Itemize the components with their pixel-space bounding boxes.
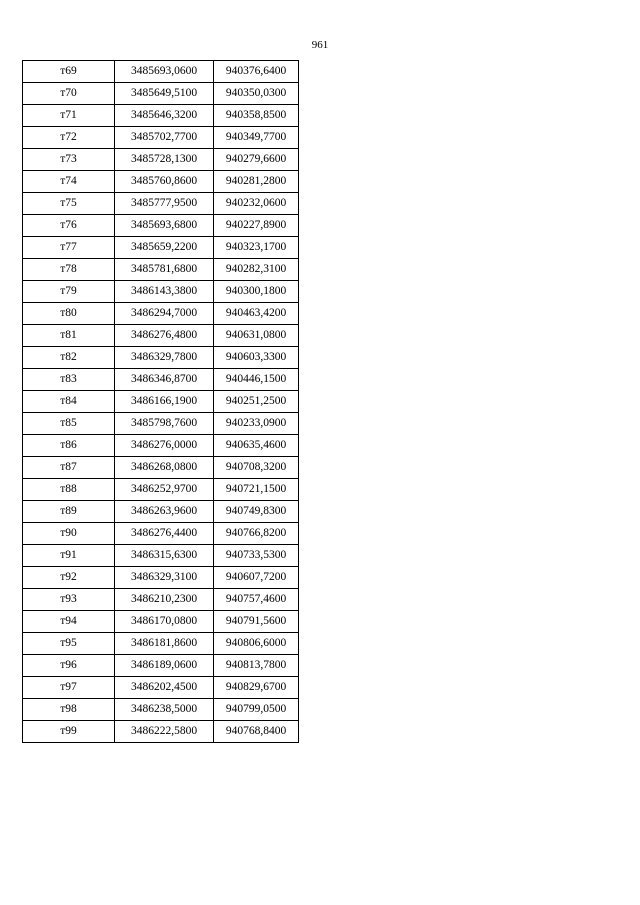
point-id-cell: т93	[23, 589, 115, 611]
y-coordinate-cell: 940607,7200	[214, 567, 299, 589]
point-id-cell: т86	[23, 435, 115, 457]
point-id-cell: т96	[23, 655, 115, 677]
x-coordinate-cell: 3486315,6300	[115, 545, 214, 567]
point-id-cell: т99	[23, 721, 115, 743]
x-coordinate-cell: 3486189,0600	[115, 655, 214, 677]
coordinates-table-body	[23, 61, 299, 743]
y-coordinate-cell: 940749,8300	[214, 501, 299, 523]
x-coordinate-cell: 3485693,6800	[115, 215, 214, 237]
point-id-cell: т80	[23, 303, 115, 325]
point-id-cell: т89	[23, 501, 115, 523]
y-coordinate-cell: 940358,8500	[214, 105, 299, 127]
point-id-cell: т91	[23, 545, 115, 567]
table-row	[23, 655, 299, 677]
y-coordinate-cell: 940799,0500	[214, 699, 299, 721]
table-row	[23, 303, 299, 325]
table-row	[23, 259, 299, 281]
point-id-cell: т73	[23, 149, 115, 171]
table-row	[23, 501, 299, 523]
x-coordinate-cell: 3486143,3800	[115, 281, 214, 303]
y-coordinate-cell: 940282,3100	[214, 259, 299, 281]
coordinates-table	[22, 60, 299, 743]
point-id-cell: т84	[23, 391, 115, 413]
point-id-cell: т97	[23, 677, 115, 699]
y-coordinate-cell: 940757,4600	[214, 589, 299, 611]
y-coordinate-cell: 940281,2800	[214, 171, 299, 193]
x-coordinate-cell: 3485760,8600	[115, 171, 214, 193]
y-coordinate-cell: 940323,1700	[214, 237, 299, 259]
table-row	[23, 237, 299, 259]
x-coordinate-cell: 3485659,2200	[115, 237, 214, 259]
table-row	[23, 567, 299, 589]
table-row	[23, 149, 299, 171]
y-coordinate-cell: 940768,8400	[214, 721, 299, 743]
x-coordinate-cell: 3485798,7600	[115, 413, 214, 435]
y-coordinate-cell: 940227,8900	[214, 215, 299, 237]
y-coordinate-cell: 940813,7800	[214, 655, 299, 677]
y-coordinate-cell: 940806,6000	[214, 633, 299, 655]
x-coordinate-cell: 3486202,4500	[115, 677, 214, 699]
x-coordinate-cell: 3485728,1300	[115, 149, 214, 171]
page-number: 961	[311, 39, 329, 51]
x-coordinate-cell: 3486276,0000	[115, 435, 214, 457]
x-coordinate-cell: 3486276,4400	[115, 523, 214, 545]
x-coordinate-cell: 3485646,3200	[115, 105, 214, 127]
x-coordinate-cell: 3486222,5800	[115, 721, 214, 743]
x-coordinate-cell: 3485649,5100	[115, 83, 214, 105]
table-row	[23, 369, 299, 391]
y-coordinate-cell: 940635,4600	[214, 435, 299, 457]
point-id-cell: т76	[23, 215, 115, 237]
y-coordinate-cell: 940279,6600	[214, 149, 299, 171]
table-row	[23, 699, 299, 721]
x-coordinate-cell: 3486268,0800	[115, 457, 214, 479]
y-coordinate-cell: 940733,5300	[214, 545, 299, 567]
point-id-cell: т74	[23, 171, 115, 193]
point-id-cell: т69	[23, 61, 115, 83]
point-id-cell: т79	[23, 281, 115, 303]
point-id-cell: т88	[23, 479, 115, 501]
y-coordinate-cell: 940631,0800	[214, 325, 299, 347]
point-id-cell: т95	[23, 633, 115, 655]
table-row	[23, 171, 299, 193]
x-coordinate-cell: 3485781,6800	[115, 259, 214, 281]
x-coordinate-cell: 3486238,5000	[115, 699, 214, 721]
table-row	[23, 611, 299, 633]
table-row	[23, 391, 299, 413]
table-row	[23, 677, 299, 699]
y-coordinate-cell: 940251,2500	[214, 391, 299, 413]
table-row	[23, 721, 299, 743]
x-coordinate-cell: 3486170,0800	[115, 611, 214, 633]
x-coordinate-cell: 3486166,1900	[115, 391, 214, 413]
table-row	[23, 281, 299, 303]
table-row	[23, 193, 299, 215]
y-coordinate-cell: 940232,0600	[214, 193, 299, 215]
point-id-cell: т70	[23, 83, 115, 105]
point-id-cell: т85	[23, 413, 115, 435]
point-id-cell: т98	[23, 699, 115, 721]
table-row	[23, 413, 299, 435]
table-row	[23, 633, 299, 655]
table-row	[23, 435, 299, 457]
x-coordinate-cell: 3486263,9600	[115, 501, 214, 523]
point-id-cell: т92	[23, 567, 115, 589]
x-coordinate-cell: 3485702,7700	[115, 127, 214, 149]
table-row	[23, 127, 299, 149]
point-id-cell: т75	[23, 193, 115, 215]
x-coordinate-cell: 3486252,9700	[115, 479, 214, 501]
x-coordinate-cell: 3486294,7000	[115, 303, 214, 325]
x-coordinate-cell: 3486346,8700	[115, 369, 214, 391]
y-coordinate-cell: 940603,3300	[214, 347, 299, 369]
x-coordinate-cell: 3486329,7800	[115, 347, 214, 369]
y-coordinate-cell: 940721,1500	[214, 479, 299, 501]
point-id-cell: т82	[23, 347, 115, 369]
table-row	[23, 457, 299, 479]
table-row	[23, 325, 299, 347]
table-row	[23, 545, 299, 567]
y-coordinate-cell: 940791,5600	[214, 611, 299, 633]
y-coordinate-cell: 940463,4200	[214, 303, 299, 325]
table-row	[23, 61, 299, 83]
x-coordinate-cell: 3485693,0600	[115, 61, 214, 83]
table-row	[23, 105, 299, 127]
point-id-cell: т78	[23, 259, 115, 281]
table-row	[23, 215, 299, 237]
point-id-cell: т81	[23, 325, 115, 347]
x-coordinate-cell: 3486329,3100	[115, 567, 214, 589]
point-id-cell: т77	[23, 237, 115, 259]
y-coordinate-cell: 940349,7700	[214, 127, 299, 149]
y-coordinate-cell: 940766,8200	[214, 523, 299, 545]
table-row	[23, 83, 299, 105]
x-coordinate-cell: 3486181,8600	[115, 633, 214, 655]
x-coordinate-cell: 3486276,4800	[115, 325, 214, 347]
table-row	[23, 589, 299, 611]
y-coordinate-cell: 940233,0900	[214, 413, 299, 435]
y-coordinate-cell: 940376,6400	[214, 61, 299, 83]
y-coordinate-cell: 940300,1800	[214, 281, 299, 303]
point-id-cell: т94	[23, 611, 115, 633]
y-coordinate-cell: 940446,1500	[214, 369, 299, 391]
point-id-cell: т87	[23, 457, 115, 479]
point-id-cell: т90	[23, 523, 115, 545]
y-coordinate-cell: 940350,0300	[214, 83, 299, 105]
table-row	[23, 347, 299, 369]
table-row	[23, 479, 299, 501]
table-row	[23, 523, 299, 545]
point-id-cell: т72	[23, 127, 115, 149]
y-coordinate-cell: 940708,3200	[214, 457, 299, 479]
y-coordinate-cell: 940829,6700	[214, 677, 299, 699]
point-id-cell: т83	[23, 369, 115, 391]
x-coordinate-cell: 3486210,2300	[115, 589, 214, 611]
x-coordinate-cell: 3485777,9500	[115, 193, 214, 215]
point-id-cell: т71	[23, 105, 115, 127]
